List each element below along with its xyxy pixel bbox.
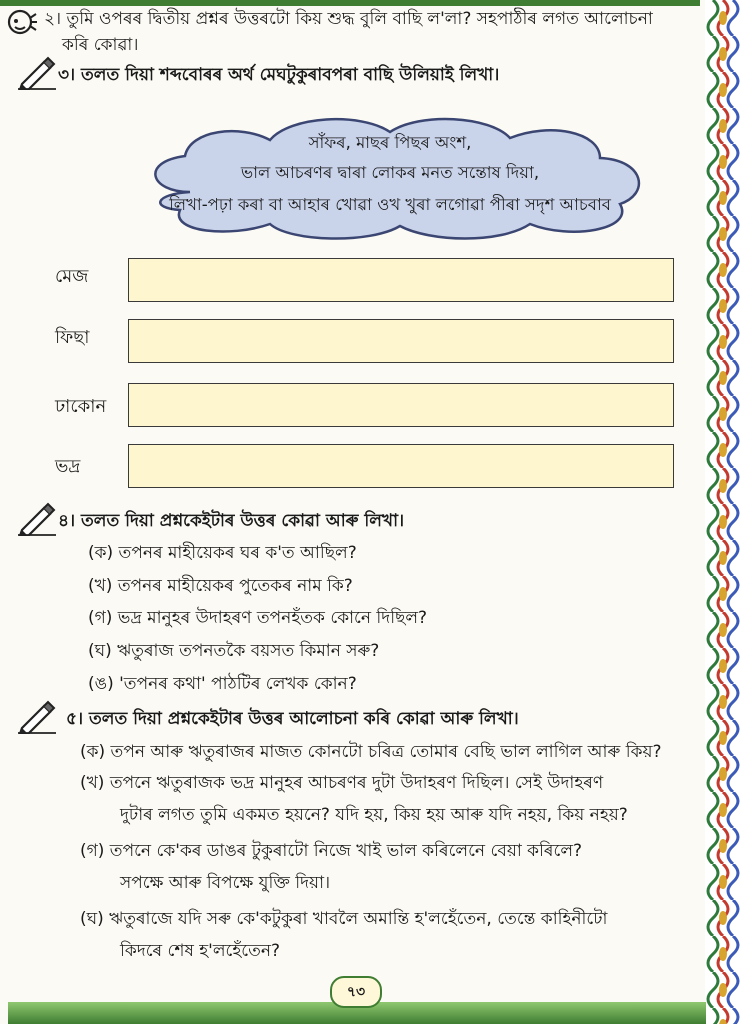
question-5-heading: ৫। তলত দিয়া প্ৰশ্নকেইটাৰ উত্তৰ আলোচনা কৰি কোৱা আৰু লিখা। (66, 709, 519, 729)
question-2-line-2: কৰি কোৱা। (62, 35, 139, 55)
question-4-item: (ঘ) ঋতুৰাজ তপনতকৈ বয়সত কিমান সৰু? (88, 641, 380, 661)
answer-box-phisa[interactable] (128, 319, 674, 363)
question-4-item: (খ) তপনৰ মাহীয়েকৰ পুতেকৰ নাম কি? (88, 576, 353, 596)
word-label-bhadra: ভদ্ৰ (55, 456, 81, 477)
question-5-item-line-1: (খ) তপনে ঋতুৰাজক ভদ্ৰ মানুহৰ আচৰণৰ দুটা উদাহৰণ দিছিল। সেই উদাহৰণ (80, 773, 604, 793)
discussion-icon (6, 6, 38, 38)
pencil-icon (16, 54, 56, 90)
answer-box-dhakon[interactable] (128, 383, 674, 427)
question-5-item-line-1: (গ) তপনে কে'কৰ ডাঙৰ টুকুৰাটো নিজে খাই ভাল কৰিলেনে বেয়া কৰিলে? (80, 841, 583, 861)
pencil-icon (16, 698, 56, 734)
question-5-item-line-2: সপক্ষে আৰু বিপক্ষে যুক্তি দিয়া। (120, 873, 331, 893)
question-5-item-line-2: কিদৰে শেষ হ'লহেঁতেন? (120, 941, 281, 961)
question-2-line-1: ২। তুমি ওপৰৰ দ্বিতীয় প্ৰশ্নৰ উত্তৰটো কিয় শুদ্ধ বুলি বাছি ল'লা? সহপাঠীৰ লগত আলোচনা (44, 9, 653, 29)
question-5-item-line-2: দুটাৰ লগত তুমি একমত হয়নে? যদি হয়, কিয় হয় আৰু যদি নহয়, কিয় নহয়? (120, 805, 628, 825)
question-5-item-line-1: (ঘ) ঋতুৰাজে যদি সৰু কে'কটুকুৰা খাবলৈ অমান্তি হ'লহেঁতেন, তেন্তে কাহিনীটো (80, 909, 608, 929)
cloud-text-line-3: লিখা-পঢ়া কৰা বা আহাৰ খোৱা ওখ খুৰা লগোৱা পীৰা সদৃশ আচবাব (169, 195, 611, 214)
question-4-heading: ৪। তলত দিয়া প্ৰশ্নকেইটাৰ উত্তৰ কোৱা আৰু লিখা। (58, 511, 405, 531)
decorative-rope-border (705, 0, 741, 1024)
word-label-mej: মেজ (55, 266, 89, 287)
question-5-item-line-1: (ক) তপন আৰু ঋতুৰাজৰ মাজত কোনটো চৰিত্ৰ তোমাৰ বেছি ভাল লাগিল আৰু কিয়? (80, 742, 662, 762)
word-meaning-cloud (130, 112, 650, 244)
question-3-heading: ৩। তলত দিয়া শব্দবোৰৰ অৰ্থ মেঘটুকুৰাবপৰা বাছি উলিয়াই লিখা। (58, 65, 500, 85)
word-label-dhakon: ঢাকোন (55, 396, 107, 417)
page-number-badge (330, 976, 382, 1008)
question-4-item: (ক) তপনৰ মাহীয়েকৰ ঘৰ ক'ত আছিল? (88, 543, 357, 563)
word-label-phisa: ফিছা (55, 327, 90, 348)
page-number: ৭৩ (346, 984, 366, 1000)
pencil-icon (16, 500, 56, 536)
question-4-item: (গ) ভদ্ৰ মানুহৰ উদাহৰণ তপনহঁতক কোনে দিছিল? (88, 608, 428, 628)
answer-box-mej[interactable] (128, 258, 674, 302)
answer-box-bhadra[interactable] (128, 444, 674, 488)
question-4-item: (ঙ) 'তপনৰ কথা' পাঠটিৰ লেখক কোন? (88, 674, 357, 694)
cloud-text-line-1: সাঁফৰ, মাছৰ পিছৰ অংশ, (308, 133, 472, 152)
cloud-text-line-2: ভাল আচৰণৰ দ্বাৰা লোকৰ মনত সন্তোষ দিয়া, (240, 163, 540, 182)
